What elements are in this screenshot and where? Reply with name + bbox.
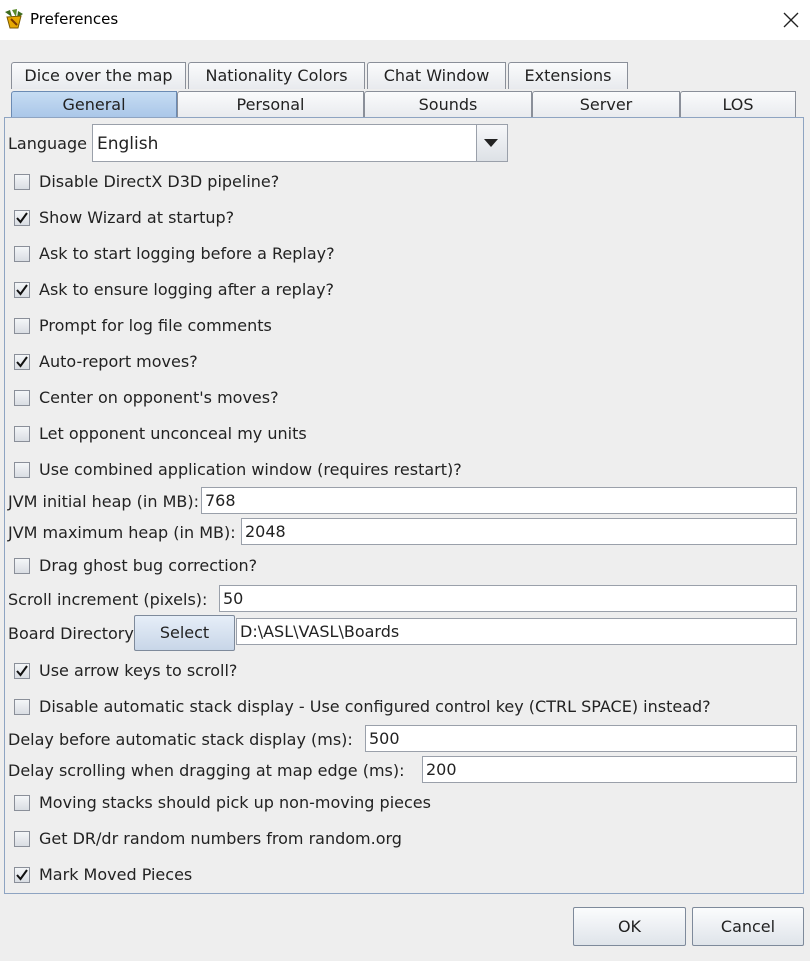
random-org-label: Get DR/dr random numbers from random.org [39, 829, 402, 848]
mark-moved-label: Mark Moved Pieces [39, 865, 193, 884]
scroll-increment-label: Scroll increment (pixels): [8, 590, 208, 609]
center-opponent-checkbox[interactable] [14, 390, 30, 406]
ensure-logging-checkbox[interactable] [14, 282, 30, 298]
tab-extensions[interactable]: Extensions [508, 62, 628, 89]
ok-button[interactable]: OK [573, 907, 686, 946]
window-title: Preferences [30, 10, 119, 28]
language-select[interactable] [92, 124, 508, 162]
tab-nationality-colors[interactable]: Nationality Colors [188, 62, 365, 89]
scroll-increment-field[interactable]: 50 [219, 585, 797, 612]
tab-los[interactable]: LOS [680, 91, 796, 118]
mark-moved-checkbox[interactable] [14, 867, 30, 883]
drag-ghost-label: Drag ghost bug correction? [39, 556, 258, 575]
combo-dropdown-button[interactable] [476, 125, 507, 161]
center-opponent-label: Center on opponent's moves? [39, 388, 279, 407]
arrow-keys-checkbox[interactable] [14, 663, 30, 679]
cancel-button[interactable]: Cancel [692, 907, 804, 946]
disable-stack-display-label: Disable automatic stack display - Use configured control key (CTRL SPACE) instead? [39, 697, 711, 716]
ask-logging-replay-label: Ask to start logging before a Replay? [39, 244, 335, 263]
unconceal-label: Let opponent unconceal my units [39, 424, 307, 443]
board-directory-label: Board Directory [8, 624, 134, 643]
tab-server[interactable]: Server [532, 91, 680, 118]
show-wizard-label: Show Wizard at startup? [39, 208, 235, 227]
stack-delay-label: Delay before automatic stack display (ms): [8, 730, 353, 749]
board-directory-field[interactable]: D:\ASL\VASL\Boards [236, 618, 797, 645]
prompt-log-comments-label: Prompt for log file comments [39, 316, 272, 335]
jvm-initial-field[interactable]: 768 [201, 487, 797, 514]
ensure-logging-label: Ask to ensure logging after a replay? [39, 280, 335, 299]
ask-logging-replay-checkbox[interactable] [14, 246, 30, 262]
close-icon [783, 12, 799, 28]
combined-window-checkbox[interactable] [14, 462, 30, 478]
stack-delay-field[interactable]: 500 [365, 725, 797, 752]
jvm-initial-label: JVM initial heap (in MB): [8, 492, 199, 511]
close-button[interactable] [766, 0, 810, 40]
checkmark-icon [16, 356, 28, 368]
auto-report-checkbox[interactable] [14, 354, 30, 370]
scroll-delay-label: Delay scrolling when dragging at map edge (ms): [8, 761, 405, 780]
unconceal-checkbox[interactable] [14, 426, 30, 442]
prompt-log-comments-checkbox[interactable] [14, 318, 30, 334]
auto-report-label: Auto-report moves? [39, 352, 198, 371]
scroll-delay-field[interactable]: 200 [422, 756, 797, 783]
disable-stack-display-checkbox[interactable] [14, 699, 30, 715]
show-wizard-checkbox[interactable] [14, 210, 30, 226]
jvm-max-field[interactable]: 2048 [241, 518, 797, 545]
vassal-icon [3, 8, 25, 30]
tab-dice-over-the-map[interactable]: Dice over the map [11, 62, 186, 89]
tab-sounds[interactable]: Sounds [364, 91, 532, 118]
tab-chat-window[interactable]: Chat Window [367, 62, 506, 89]
language-value: English [97, 134, 159, 154]
arrow-keys-label: Use arrow keys to scroll? [39, 661, 238, 680]
language-label: Language [8, 134, 87, 153]
jvm-max-label: JVM maximum heap (in MB): [8, 523, 236, 542]
tab-personal[interactable]: Personal [177, 91, 364, 118]
chevron-down-icon [484, 139, 498, 147]
combined-window-label: Use combined application window (requires restart)? [39, 460, 462, 479]
random-org-checkbox[interactable] [14, 831, 30, 847]
moving-stacks-label: Moving stacks should pick up non-moving pieces [39, 793, 431, 812]
disable-d3d-checkbox[interactable] [14, 174, 30, 190]
checkmark-icon [16, 665, 28, 677]
checkmark-icon [16, 212, 28, 224]
drag-ghost-checkbox[interactable] [14, 558, 30, 574]
moving-stacks-checkbox[interactable] [14, 795, 30, 811]
title-bar [0, 0, 810, 40]
checkmark-icon [16, 284, 28, 296]
tab-general[interactable]: General [11, 91, 177, 118]
disable-d3d-label: Disable DirectX D3D pipeline? [39, 172, 280, 191]
checkmark-icon [16, 869, 28, 881]
select-directory-button[interactable]: Select [134, 615, 235, 651]
